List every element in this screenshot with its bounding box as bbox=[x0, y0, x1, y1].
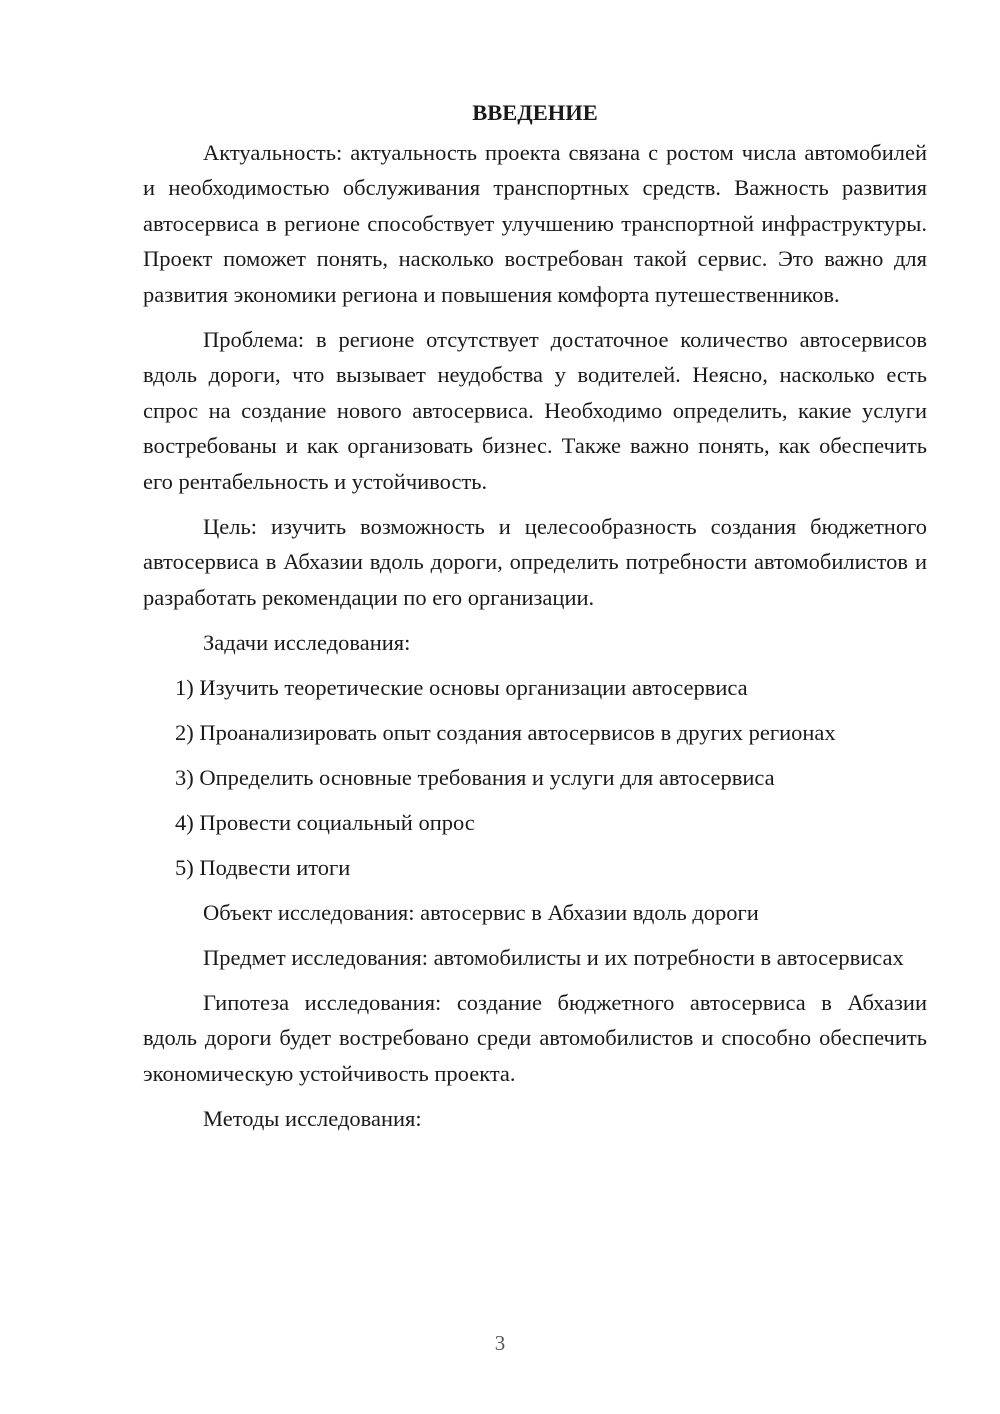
page-number: 3 bbox=[494, 1331, 506, 1355]
hypothesis-paragraph: Гипотеза исследования: создание бюджетного автосервиса в Абхазии вдоль дороги будет востребовано среди автомобилистов и способно обеспечить экономическую устойчивость проекта. bbox=[143, 989, 927, 1086]
tasks-heading: Задачи исследования: bbox=[203, 629, 411, 655]
task-item: 1) Изучить теоретические основы организации автосервиса bbox=[175, 674, 748, 700]
relevance-paragraph: Актуальность: актуальность проекта связана с ростом числа автомобилей и необходимостью обслуживания транспортных средств. Важность развития автосервиса в регионе способствует улучшению транспортной инфраструктуры. Проект поможет понять, насколько востребован такой сервис. Это важно для развития экономики региона и повышения комфорта путешественников. bbox=[143, 139, 927, 307]
task-list bbox=[143, 670, 927, 886]
page-content bbox=[143, 95, 927, 1146]
task-item: 5) Подвести итоги bbox=[175, 854, 351, 880]
problem-paragraph: Проблема: в регионе отсутствует достаточное количество автосервисов вдоль дороги, что вызывает неудобства у водителей. Неясно, насколько есть спрос на создание нового автосервиса. Необходимо определить, какие услуги востребованы и как организовать бизнес. Также важно понять, как обеспечить его рентабельность и устойчивость. bbox=[143, 326, 927, 494]
page-title: ВВЕДЕНИЕ bbox=[472, 100, 598, 125]
object-paragraph: Объект исследования: автосервис в Абхазии вдоль дороги bbox=[203, 899, 759, 925]
subject-paragraph: Предмет исследования: автомобилисты и их потребности в автосервисах bbox=[203, 944, 904, 970]
task-item: 2) Проанализировать опыт создания автосервисов в других регионах bbox=[175, 719, 836, 745]
methods-paragraph: Методы исследования: bbox=[203, 1105, 422, 1131]
goal-paragraph: Цель: изучить возможность и целесообразность создания бюджетного автосервиса в Абхазии вдоль дороги, определить потребности автомобилистов и разработать рекомендации по его организации. bbox=[143, 513, 927, 610]
task-item: 3) Определить основные требования и услуги для автосервиса bbox=[175, 764, 775, 790]
task-item: 4) Провести социальный опрос bbox=[175, 809, 475, 835]
